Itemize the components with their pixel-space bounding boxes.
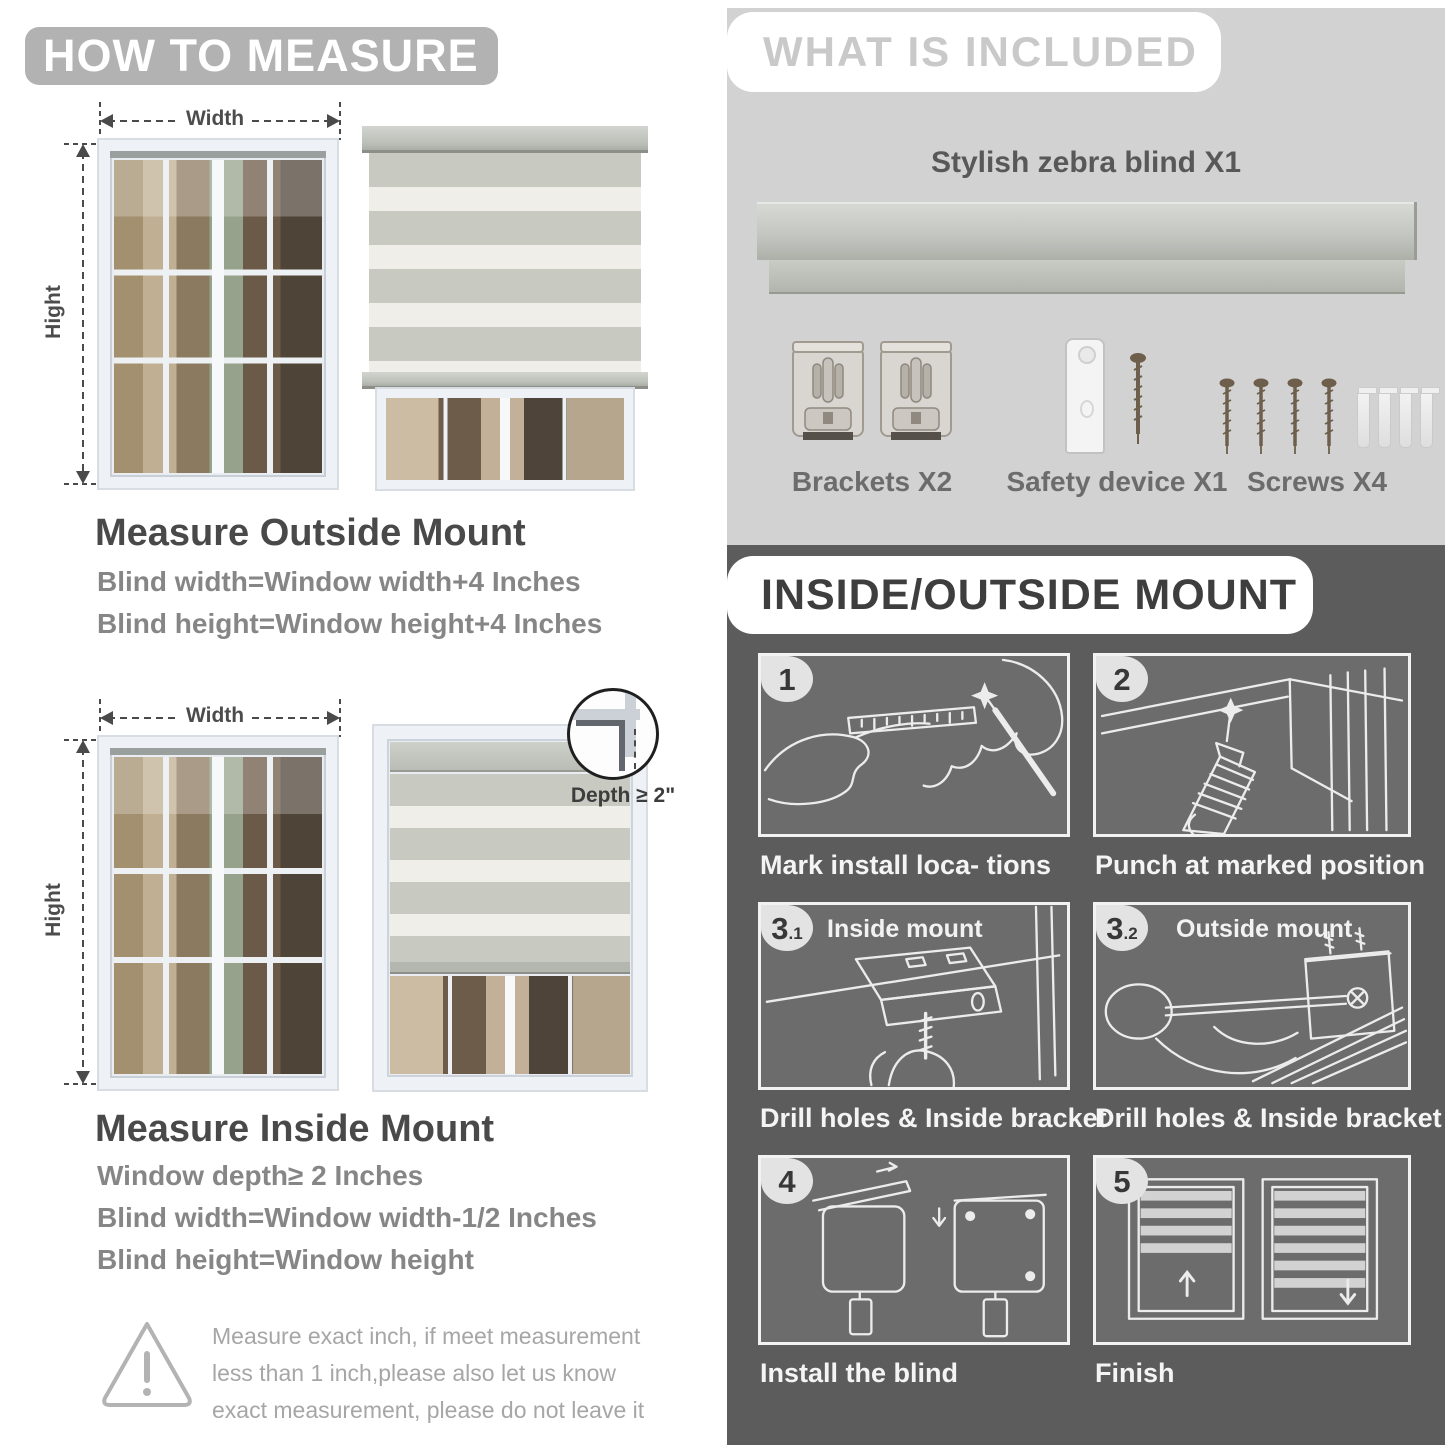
width-label: Width: [178, 704, 252, 728]
step-card-2: [1093, 653, 1411, 837]
anchor-icon: [1357, 390, 1370, 448]
brackets-label: Brackets X2: [791, 466, 953, 497]
zebra-blind-product-image: [757, 202, 1417, 260]
blind-bottomrail: [362, 372, 648, 389]
how-to-measure-title: HOW TO MEASURE: [43, 30, 479, 81]
warning-icon: [95, 1316, 199, 1412]
mount-title: INSIDE/OUTSIDE MOUNT: [761, 570, 1298, 619]
window-below-blind: [377, 389, 633, 489]
bracket-icon: [877, 338, 955, 444]
step-caption-5: Finish: [1095, 1358, 1175, 1388]
step-badge: 3 .2: [1096, 905, 1148, 951]
what-is-included-section: [727, 8, 1445, 545]
step-caption-3-2: Drill holes & Inside bracket: [1095, 1103, 1442, 1133]
window-below-blind: [390, 976, 630, 1074]
height-label: Hight: [42, 883, 65, 937]
mount-banner: [727, 556, 1313, 634]
step-badge: 3 .1: [761, 905, 813, 951]
blind-headrail: [362, 126, 648, 153]
anchor-icon: [1378, 390, 1391, 448]
height-arrow-icon: [64, 736, 102, 1088]
what-is-included-banner: [727, 12, 1221, 92]
inside-width-formula: Blind width=Window width-1/2 Inches: [97, 1202, 597, 1233]
inside-mount-blind-figure: [374, 726, 646, 1090]
window-head-board: [110, 748, 326, 755]
screw-icon: [1127, 352, 1149, 446]
height-label: Hight: [42, 285, 65, 339]
what-is-included-title: WHAT IS INCLUDED: [763, 28, 1198, 75]
how-to-measure-banner: [25, 27, 498, 85]
window-panes: [114, 757, 322, 1074]
step-card-5: [1093, 1155, 1411, 1345]
anchor-icon: [1420, 390, 1433, 448]
outside-width-formula: Blind width=Window width+4 Inches: [97, 566, 581, 597]
window-illustration-inside: [99, 737, 337, 1089]
zebra-blind-product-fabric: [769, 260, 1405, 294]
outside-height-formula: Blind height=Window height+4 Inches: [97, 608, 603, 639]
product-label: Stylish zebra blind X1: [930, 146, 1242, 179]
outside-mount-tag: Outside mount: [1176, 915, 1353, 943]
step-caption-3-1: Drill holes & Inside bracket: [760, 1103, 1107, 1133]
outside-mount-heading: Measure Outside Mount: [95, 512, 526, 554]
anchors-group: [1357, 390, 1433, 448]
depth-magnifier-icon: [567, 688, 659, 780]
step-badge: 4: [761, 1158, 813, 1204]
window-head-board: [110, 151, 326, 158]
inside-mount-tag: Inside mount: [827, 915, 983, 943]
anchor-icon: [1399, 390, 1412, 448]
step-card-3-2: [1093, 902, 1411, 1090]
zebra-blind-fabric: [369, 153, 641, 372]
step-card-4: [758, 1155, 1070, 1345]
window-panes: [114, 160, 322, 473]
mount-instructions-section: [727, 545, 1445, 1445]
screws-icon: [1219, 378, 1341, 456]
how-to-measure-section: [0, 0, 722, 1445]
bracket-icon: [789, 338, 867, 444]
inside-depth-rule: Window depth≥ 2 Inches: [97, 1160, 424, 1191]
step-badge: 1: [761, 656, 813, 702]
screws-label: Screws X4: [1246, 466, 1388, 497]
step-caption-2: Punch at marked position: [1095, 850, 1426, 880]
inside-mount-heading: Measure Inside Mount: [95, 1108, 495, 1150]
measurement-warning-text: Measure exact inch, if meet measurement less than 1 inch,please also let us know exact measurement, please do not leave it: [212, 1323, 645, 1423]
blind-bottomrail: [390, 962, 630, 974]
step-caption-1: Mark install loca- tions: [760, 850, 1052, 880]
step-card-1: [758, 653, 1070, 837]
step-card-3-1: [758, 902, 1070, 1090]
step-badge: 5: [1096, 1158, 1148, 1204]
safety-device-icon: [1065, 338, 1105, 454]
height-arrow-icon: [64, 140, 102, 488]
window-illustration-outside: [99, 140, 337, 488]
width-label: Width: [178, 107, 252, 131]
depth-requirement-label: Depth ≥ 2": [570, 784, 676, 807]
safety-device-label: Safety device X1: [1006, 466, 1228, 497]
step-caption-4: Install the blind: [760, 1358, 959, 1388]
inside-height-formula: Blind height=Window height: [97, 1244, 474, 1275]
step-badge: 2: [1096, 656, 1148, 702]
